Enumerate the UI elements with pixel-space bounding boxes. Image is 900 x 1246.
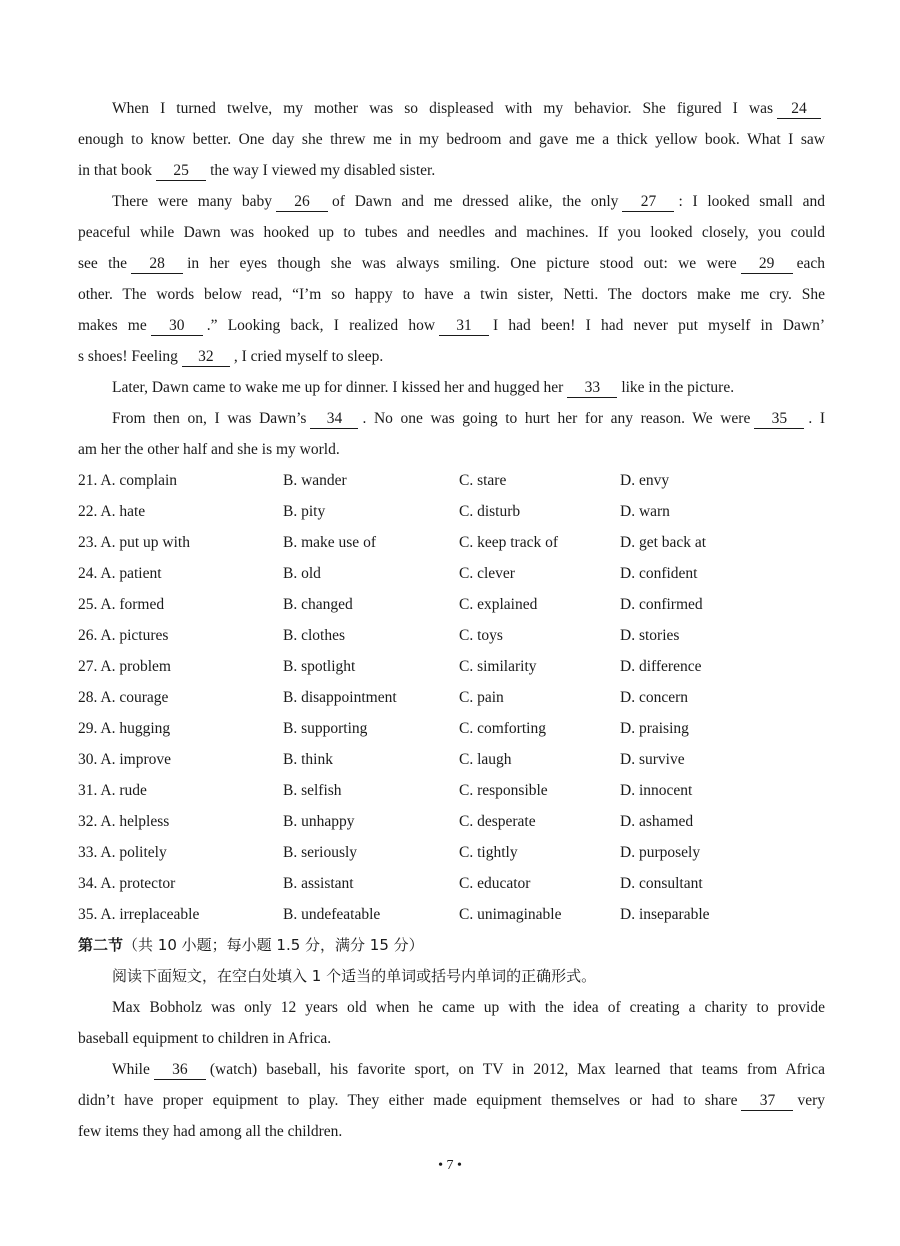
text: (watch) baseball, his favorite sport, on TV in 2012, Max learned that teams from Africa — [209, 1061, 825, 1078]
blank-32[interactable]: 32 — [182, 348, 230, 367]
passage-line — [78, 93, 825, 124]
option-d[interactable]: D. concern — [620, 689, 688, 706]
blank-29[interactable]: 29 — [741, 255, 793, 274]
text: see the — [78, 255, 128, 272]
text: While — [112, 1061, 150, 1078]
question-row — [78, 713, 825, 744]
option-a[interactable]: 26. A. pictures — [78, 627, 169, 644]
section-title — [78, 930, 825, 961]
blank-26[interactable]: 26 — [276, 193, 328, 212]
option-d[interactable]: D. confirmed — [620, 596, 703, 613]
option-b[interactable]: B. clothes — [283, 627, 345, 644]
passage-line — [78, 1085, 825, 1116]
option-c[interactable]: C. responsible — [459, 782, 548, 799]
option-c[interactable]: C. explained — [459, 596, 538, 613]
text: the way I viewed my disabled sister. — [210, 162, 436, 179]
option-b[interactable]: B. spotlight — [283, 658, 356, 675]
blank-30[interactable]: 30 — [151, 317, 203, 336]
passage-line — [78, 217, 825, 248]
question-row — [78, 558, 825, 589]
option-b[interactable]: B. selfish — [283, 782, 342, 799]
option-c[interactable]: C. desperate — [459, 813, 536, 830]
blank-25[interactable]: 25 — [156, 162, 206, 181]
option-d[interactable]: D. consultant — [620, 875, 703, 892]
option-d[interactable]: D. confident — [620, 565, 698, 582]
text: other. The words below read, “I’m so happy to have a twin sister, Netti. The doctors make me cry. She — [78, 286, 825, 303]
option-a[interactable]: 22. A. hate — [78, 503, 146, 520]
text: , I cried myself to sleep. — [233, 348, 384, 365]
text: Max Bobholz was only 12 years old when he came up with the idea of creating a charity to provide — [112, 999, 825, 1016]
text: peaceful while Dawn was hooked up to tubes and needles and machines. If you looked closely, you could — [78, 224, 825, 241]
question-row — [78, 465, 825, 496]
passage-line — [78, 310, 825, 341]
option-d[interactable]: D. envy — [620, 472, 670, 489]
option-b[interactable]: B. disappointment — [283, 689, 397, 706]
option-b[interactable]: B. pity — [283, 503, 326, 520]
blank-28[interactable]: 28 — [131, 255, 183, 274]
text: When I turned twelve, my mother was so displeased with my behavior. She figured I was — [112, 100, 773, 117]
question-row — [78, 620, 825, 651]
option-a[interactable]: 21. A. complain — [78, 472, 178, 489]
option-a[interactable]: 28. A. courage — [78, 689, 169, 706]
option-b[interactable]: B. changed — [283, 596, 353, 613]
text: . No one was going to hurt her for any reason. We were — [362, 410, 751, 427]
question-row — [78, 527, 825, 558]
option-d[interactable]: D. innocent — [620, 782, 693, 799]
question-row — [78, 589, 825, 620]
option-c[interactable]: C. pain — [459, 689, 504, 706]
option-c[interactable]: C. educator — [459, 875, 531, 892]
option-b[interactable]: B. think — [283, 751, 333, 768]
question-row — [78, 899, 825, 930]
option-c[interactable]: C. clever — [459, 565, 515, 582]
option-d[interactable]: D. survive — [620, 751, 685, 768]
text: s shoes! Feeling — [78, 348, 178, 365]
option-b[interactable]: B. assistant — [283, 875, 354, 892]
blank-35[interactable]: 35 — [754, 410, 804, 429]
option-a[interactable]: 27. A. problem — [78, 658, 171, 675]
text: From then on, I was Dawn’s — [112, 410, 307, 427]
passage-line — [78, 992, 825, 1023]
passage-line — [78, 1116, 825, 1147]
blank-33[interactable]: 33 — [567, 379, 617, 398]
option-d[interactable]: D. praising — [620, 720, 689, 737]
text: baseball equipment to children in Africa. — [78, 1030, 332, 1047]
passage-line — [78, 341, 825, 372]
option-b[interactable]: B. make use of — [283, 534, 376, 551]
passage-line — [78, 403, 825, 434]
page-number: • 7 • — [438, 1158, 462, 1173]
exam-page — [78, 93, 825, 1147]
question-row — [78, 837, 825, 868]
option-b[interactable]: B. undefeatable — [283, 906, 381, 923]
option-d[interactable]: D. warn — [620, 503, 670, 520]
option-a[interactable]: 25. A. formed — [78, 596, 165, 613]
question-row — [78, 775, 825, 806]
text: like in the picture. — [621, 379, 735, 396]
text: few items they had among all the children. — [78, 1123, 343, 1140]
blank-37[interactable]: 37 — [741, 1092, 793, 1111]
option-b[interactable]: B. seriously — [283, 844, 358, 861]
text: . I — [808, 410, 825, 427]
option-c[interactable]: C. disturb — [459, 503, 521, 520]
option-b[interactable]: B. unhappy — [283, 813, 355, 830]
option-a[interactable]: 35. A. irreplaceable — [78, 906, 200, 923]
question-row — [78, 496, 825, 527]
text: : I looked small and — [678, 193, 826, 210]
option-c[interactable]: C. keep track of — [459, 534, 558, 551]
passage-line — [78, 372, 825, 403]
option-a[interactable]: 30. A. improve — [78, 751, 171, 768]
text: enough to know better. One day she threw me in my bedroom and gave me a thick yellow book. What I saw — [78, 131, 825, 148]
option-a[interactable]: 32. A. helpless — [78, 813, 170, 830]
text: very — [797, 1092, 825, 1109]
section-title-rest: （共 10 小题；每小题 1.5 分，满分 15 分） — [123, 936, 424, 954]
passage-line — [78, 1023, 825, 1054]
option-c[interactable]: C. unimaginable — [459, 906, 562, 923]
blank-31[interactable]: 31 — [439, 317, 489, 336]
text: of Dawn and me dressed alike, the only — [332, 193, 619, 210]
text: didn’t have proper equipment to play. They either made equipment themselves or had to share — [78, 1092, 738, 1109]
blank-24[interactable]: 24 — [777, 100, 821, 119]
option-d[interactable]: D. ashamed — [620, 813, 694, 830]
text: am her the other half and she is my world. — [78, 441, 340, 458]
option-d[interactable]: D. stories — [620, 627, 680, 644]
text: I had been! I had never put myself in Dawn’ — [493, 317, 825, 334]
option-c[interactable]: C. comforting — [459, 720, 546, 737]
option-c[interactable]: C. stare — [459, 472, 507, 489]
passage-line — [78, 155, 825, 186]
section-title-bold: 第二节 — [78, 936, 124, 954]
option-b[interactable]: B. supporting — [283, 720, 368, 737]
question-row — [78, 868, 825, 899]
option-c[interactable]: C. tightly — [459, 844, 518, 861]
passage-line — [78, 1054, 825, 1085]
blank-34[interactable]: 34 — [310, 410, 358, 429]
option-d[interactable]: D. get back at — [620, 534, 707, 551]
question-row — [78, 806, 825, 837]
text: Later, Dawn came to wake me up for dinner. I kissed her and hugged her — [112, 379, 564, 396]
option-a[interactable]: 29. A. hugging — [78, 720, 171, 737]
option-c[interactable]: C. toys — [459, 627, 503, 644]
text: makes me — [78, 317, 147, 334]
passage-line — [78, 248, 825, 279]
option-a[interactable]: 31. A. rude — [78, 782, 147, 799]
option-d[interactable]: D. difference — [620, 658, 702, 675]
option-c[interactable]: C. laugh — [459, 751, 512, 768]
option-a[interactable]: 23. A. put up with — [78, 534, 190, 551]
text: .” Looking back, I realized how — [206, 317, 436, 334]
question-options — [78, 465, 825, 930]
option-a[interactable]: 24. A. patient — [78, 565, 162, 582]
option-a[interactable]: 34. A. protector — [78, 875, 176, 892]
text: each — [796, 255, 825, 272]
question-row — [78, 682, 825, 713]
option-d[interactable]: D. inseparable — [620, 906, 710, 923]
text: in her eyes though she was always smiling. One picture stood out: we were — [187, 255, 737, 272]
text: There were many baby — [112, 193, 273, 210]
passage-line — [78, 186, 825, 217]
question-row — [78, 744, 825, 775]
option-b[interactable]: B. old — [283, 565, 321, 582]
option-c[interactable]: C. similarity — [459, 658, 537, 675]
passage-line — [78, 434, 825, 465]
option-b[interactable]: B. wander — [283, 472, 347, 489]
passage-line — [78, 279, 825, 310]
section-instruction: 阅读下面短文，在空白处填入 1 个适当的单词或括号内单词的正确形式。 — [112, 967, 597, 985]
question-row — [78, 651, 825, 682]
passage-line — [78, 124, 825, 155]
option-d[interactable]: D. purposely — [620, 844, 701, 861]
blank-36[interactable]: 36 — [154, 1061, 206, 1080]
option-a[interactable]: 33. A. politely — [78, 844, 167, 861]
blank-27[interactable]: 27 — [622, 193, 674, 212]
text: in that book — [78, 162, 153, 179]
